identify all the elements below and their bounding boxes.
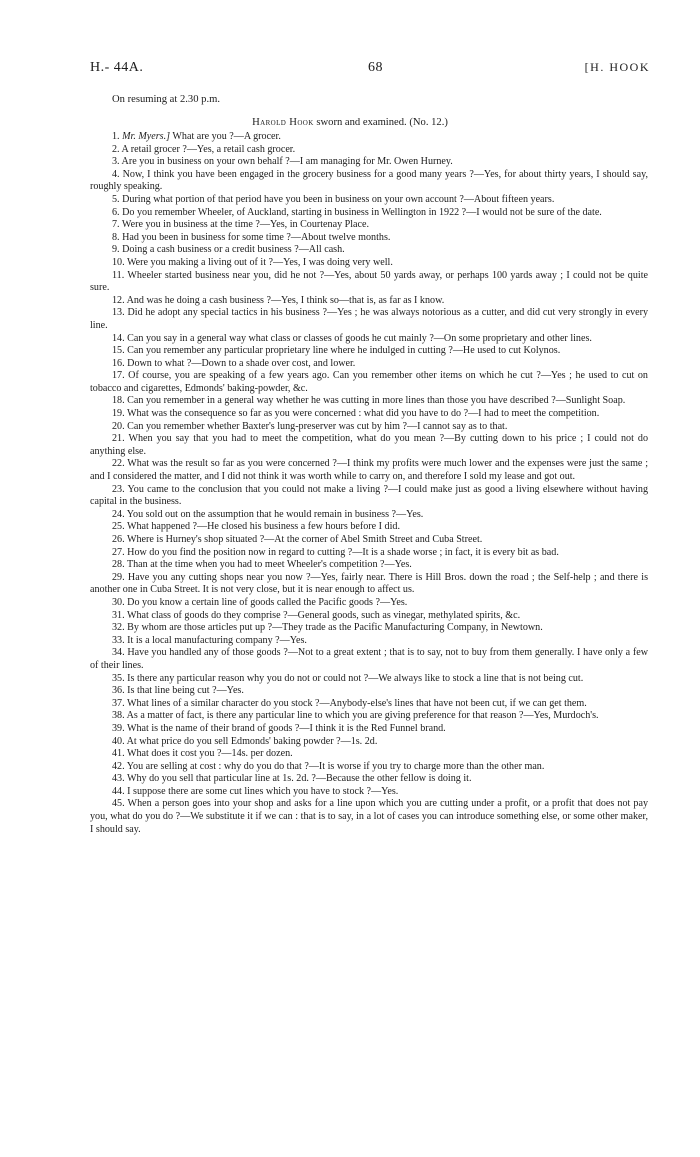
question-number: 24. bbox=[112, 508, 125, 520]
question-number: 42. bbox=[112, 760, 125, 772]
question-number: 41. bbox=[112, 748, 125, 760]
question-answer-text: And was he doing a cash business ?—Yes, I think so—that is, as far as I know. bbox=[126, 294, 445, 306]
question-answer-text: You sold out on the assumption that he would remain in business ?—Yes. bbox=[126, 508, 424, 520]
testimony-paragraph bbox=[90, 509, 648, 522]
testimony-paragraph bbox=[90, 773, 648, 786]
testimony-paragraph bbox=[90, 761, 648, 774]
question-number: 1. bbox=[112, 131, 120, 142]
testimony-paragraph bbox=[90, 559, 648, 572]
witness-name: Harold Hook bbox=[252, 117, 314, 128]
question-answer-text: Can you say in a general way what class or classes of goods he cut mainly ?—On some proprietary and other lines. bbox=[127, 332, 592, 344]
question-number: 3. bbox=[112, 156, 120, 168]
question-answer-text: Than at the time when you had to meet Wheeler's competition ?—Yes. bbox=[126, 559, 412, 571]
question-answer-text: What class of goods do they comprise ?—General goods, such as vinegar, methylated spirits, &c. bbox=[126, 609, 521, 621]
testimony-paragraph bbox=[90, 194, 648, 207]
testimony-paragraph bbox=[90, 433, 648, 458]
question-answer-text: What lines of a similar character do you stock ?—Anybody-else's lines that have not been cut, if we can get them. bbox=[126, 697, 587, 709]
testimony-paragraph bbox=[90, 144, 648, 157]
question-number: 29. bbox=[112, 571, 125, 583]
question-number: 6. bbox=[112, 206, 120, 218]
question-number: 36. bbox=[112, 685, 125, 697]
question-number: 20. bbox=[112, 420, 125, 432]
question-answer-text: It is a local manufacturing company ?—Yes. bbox=[127, 634, 307, 646]
question-answer-text: When a person goes into your shop and asks for a line upon which you are cutting under a profit, or a profit that does not pay you, what do you do ?—We substitute it if we can : that is to say, in a lot of cases you can introduce something else, or some other maker, I should say. bbox=[90, 798, 648, 835]
testimony-paragraph bbox=[90, 131, 648, 144]
witness-heading-rest: sworn and examined. (No. 12.) bbox=[313, 117, 448, 128]
testimony-paragraph bbox=[90, 458, 648, 483]
question-number: 7. bbox=[112, 219, 120, 231]
testimony-paragraph bbox=[90, 610, 648, 623]
question-answer-text: By whom are those articles put up ?—They trade as the Pacific Manufacturing Company, in Newtown. bbox=[127, 622, 543, 634]
testimony-paragraph bbox=[90, 534, 648, 547]
question-answer-text: What happened ?—He closed his business a few hours before I did. bbox=[126, 521, 400, 533]
question-number: 21. bbox=[112, 433, 125, 445]
question-number: 26. bbox=[112, 534, 125, 545]
question-number: 34. bbox=[112, 647, 125, 659]
question-answer-text: A retail grocer ?—Yes, a retail cash grocer. bbox=[121, 143, 296, 155]
speaker-name: Mr. Myers.] bbox=[122, 131, 171, 142]
question-number: 14. bbox=[112, 332, 125, 344]
question-answer-text: As a matter of fact, is there any particular line to which you are giving preference for that reason ?—Yes, Murdoch's. bbox=[126, 710, 599, 722]
question-number: 16. bbox=[112, 357, 125, 369]
testimony-paragraph bbox=[90, 635, 648, 648]
testimony-paragraph bbox=[90, 169, 648, 194]
testimony-paragraph bbox=[90, 736, 648, 749]
question-answer-text: What does it cost you ?—14s. per dozen. bbox=[126, 748, 293, 760]
question-answer-text: Down to what ?—Down to a shade over cost, and lower. bbox=[127, 357, 356, 369]
testimony-paragraph bbox=[90, 345, 648, 358]
question-answer-text: Now, I think you have been engaged in the grocery business for a good many years ?—Yes, for about thirty years, I should say, roughly speaking. bbox=[90, 168, 648, 193]
question-answer-text: Why do you sell that particular line at 1s. 2d. ?—Because the other fellow is doing it. bbox=[126, 773, 472, 785]
testimony-paragraph bbox=[90, 647, 648, 672]
question-answer-text: Can you remember any particular proprietary line where he indulged in cutting ?—He used to cut Kolynos. bbox=[127, 345, 561, 357]
testimony-paragraph bbox=[90, 295, 648, 308]
header-witness: [H. HOOK bbox=[584, 60, 650, 74]
question-answer-text: When you say that you had to meet the competition, what do you mean ?—By cutting down to his price ; I could not do anything else. bbox=[90, 433, 648, 457]
question-answer-text: Had you been in business for some time ?—About twelve months. bbox=[122, 231, 391, 243]
header-reference: H.- 44A. bbox=[90, 60, 144, 75]
question-number: 18. bbox=[112, 395, 125, 407]
testimony-paragraph bbox=[90, 307, 648, 332]
testimony-paragraph bbox=[90, 710, 648, 723]
testimony-body bbox=[90, 131, 648, 836]
page-header bbox=[90, 60, 650, 80]
testimony-paragraph bbox=[90, 270, 648, 295]
question-answer-text: Do you remember Wheeler, of Auckland, starting in business in Wellington in 1922 ?—I would not be sure of the date. bbox=[122, 206, 602, 218]
question-answer-text: Were you making a living out of it ?—Yes, I was doing very well. bbox=[126, 256, 393, 268]
question-number: 10. bbox=[112, 256, 125, 268]
testimony-paragraph bbox=[90, 370, 648, 395]
question-number: 23. bbox=[112, 483, 125, 495]
question-answer-text: Doing a cash business or a credit business ?—All cash. bbox=[122, 244, 345, 256]
question-number: 30. bbox=[112, 596, 125, 608]
question-number: 32. bbox=[112, 622, 125, 634]
question-answer-text: Can you remember whether Baxter's lung-preserver was cut by him ?—I cannot say as to that. bbox=[127, 420, 508, 432]
testimony-paragraph bbox=[90, 207, 648, 220]
testimony-paragraph bbox=[90, 421, 648, 434]
question-number: 43. bbox=[112, 773, 125, 785]
question-number: 28. bbox=[112, 559, 125, 571]
question-number: 45. bbox=[112, 798, 125, 810]
question-answer-text: At what price do you sell Edmonds' baking powder ?—1s. 2d. bbox=[126, 735, 378, 747]
question-answer-text: I suppose there are some cut lines which you have to stock ?—Yes. bbox=[127, 785, 399, 797]
testimony-paragraph bbox=[90, 333, 648, 346]
question-number: 17. bbox=[112, 370, 125, 382]
testimony-paragraph bbox=[90, 786, 648, 799]
question-answer-text: Wheeler started business near you, did he not ?—Yes, about 50 yards away, or perhaps 100 yards away ; I could not be quite sure. bbox=[90, 269, 648, 294]
question-answer-text: Were you in business at the time ?—Yes, in Courtenay Place. bbox=[121, 219, 370, 231]
question-number: 38. bbox=[112, 710, 125, 722]
testimony-paragraph bbox=[90, 798, 648, 836]
question-answer-text: You came to the conclusion that you could not make a living ?—I could make just as good a living elsewhere without having capital in the business. bbox=[90, 483, 648, 508]
question-number: 25. bbox=[112, 521, 125, 533]
question-answer-text: What was the consequence so far as you were concerned : what did you have to do ?—I had to meet the competition. bbox=[126, 408, 600, 420]
question-number: 39. bbox=[112, 722, 125, 734]
testimony-paragraph bbox=[90, 358, 648, 371]
testimony-paragraph bbox=[90, 673, 648, 686]
testimony-paragraph bbox=[90, 685, 648, 698]
question-answer-text: Have you any cutting shops near you now ?—Yes, fairly near. There is Hill Bros. down the road ; the Self-help ; and there is another one in Cuba Street. It is not very close, but it is near enough to affect us. bbox=[90, 571, 648, 596]
question-number: 12. bbox=[112, 294, 125, 306]
question-number: 13. bbox=[112, 307, 125, 319]
question-number: 44. bbox=[112, 785, 125, 797]
question-answer-text: Did he adopt any special tactics in his business ?—Yes ; he was always notorious as a cutter, and did cut very strongly in every line. bbox=[90, 307, 648, 331]
testimony-paragraph bbox=[90, 547, 648, 560]
testimony-paragraph bbox=[90, 232, 648, 245]
question-answer-text: What are you ?—A grocer. bbox=[170, 131, 281, 142]
question-answer-text: During what portion of that period have you been in business on your own account ?—About fifteen years. bbox=[122, 193, 555, 205]
testimony-paragraph bbox=[90, 597, 648, 610]
question-answer-text: Have you handled any of those goods ?—Not to a great extent ; that is to say, not to buy from them generally. I have only a few of their lines. bbox=[90, 647, 648, 671]
testimony-paragraph bbox=[90, 156, 648, 169]
question-answer-text: Of course, you are speaking of a few years ago. Can you remember other items on which he cut ?—Yes ; he used to cut on tobacco and cigarettes, Edmonds' baking-powder, &c. bbox=[90, 370, 648, 394]
question-number: 27. bbox=[112, 546, 125, 558]
question-number: 9. bbox=[112, 244, 120, 256]
question-number: 5. bbox=[112, 193, 120, 205]
question-number: 35. bbox=[112, 672, 125, 684]
page-number: 68 bbox=[368, 60, 383, 75]
testimony-paragraph bbox=[90, 484, 648, 509]
question-answer-text: Where is Hurney's shop situated ?—At the corner of Abel Smith Street and Cuba Street. bbox=[126, 534, 483, 545]
question-number: 40. bbox=[112, 735, 125, 747]
question-number: 11. bbox=[112, 269, 125, 281]
question-answer-text: Are you in business on your own behalf ?—I am managing for Mr. Owen Hurney. bbox=[121, 156, 453, 168]
question-answer-text: You are selling at cost : why do you do that ?—It is worse if you try to charge more than the other man. bbox=[126, 760, 545, 772]
question-answer-text: What was the result so far as you were concerned ?—I think my profits were much lower and the expenses were just the same ; and I considered the matter, and I did not think it was worth while to carry on, and therefore I sold my lease and got out. bbox=[90, 458, 649, 483]
question-answer-text: Can you remember in a general way whether he was cutting in more lines than those you have described ?—Sunlight Soap. bbox=[127, 395, 626, 407]
question-number: 22. bbox=[112, 458, 125, 470]
question-answer-text: Is there any particular reason why you do not or could not ?—We always like to stock a line that is not being cut. bbox=[127, 672, 584, 684]
question-number: 2. bbox=[112, 143, 120, 155]
testimony-paragraph bbox=[90, 521, 648, 534]
question-number: 8. bbox=[112, 231, 120, 243]
testimony-paragraph bbox=[90, 395, 648, 408]
testimony-paragraph bbox=[90, 723, 648, 736]
testimony-paragraph bbox=[90, 698, 648, 711]
question-answer-text: What is the name of their brand of goods ?—I think it is the Red Funnel brand. bbox=[126, 722, 446, 734]
question-number: 4. bbox=[112, 168, 120, 180]
testimony-paragraph bbox=[90, 219, 648, 232]
question-number: 19. bbox=[112, 408, 125, 420]
testimony-paragraph bbox=[90, 257, 648, 270]
testimony-paragraph bbox=[90, 622, 648, 635]
testimony-paragraph bbox=[90, 244, 648, 257]
testimony-paragraph bbox=[90, 748, 648, 761]
question-number: 31. bbox=[112, 609, 125, 621]
resume-note: On resuming at 2.30 p.m. bbox=[112, 94, 220, 105]
question-number: 15. bbox=[112, 345, 125, 357]
question-number: 33. bbox=[112, 634, 125, 646]
question-answer-text: How do you find the position now in regard to cutting ?—It is a shade worse ; in fact, it is every bit as bad. bbox=[127, 546, 559, 558]
question-answer-text: Do you know a certain line of goods called the Pacific goods ?—Yes. bbox=[127, 596, 408, 608]
witness-heading bbox=[0, 117, 700, 128]
testimony-paragraph bbox=[90, 572, 648, 597]
question-answer-text: Is that line being cut ?—Yes. bbox=[127, 685, 244, 697]
question-number: 37. bbox=[112, 697, 125, 709]
testimony-paragraph bbox=[90, 408, 648, 421]
